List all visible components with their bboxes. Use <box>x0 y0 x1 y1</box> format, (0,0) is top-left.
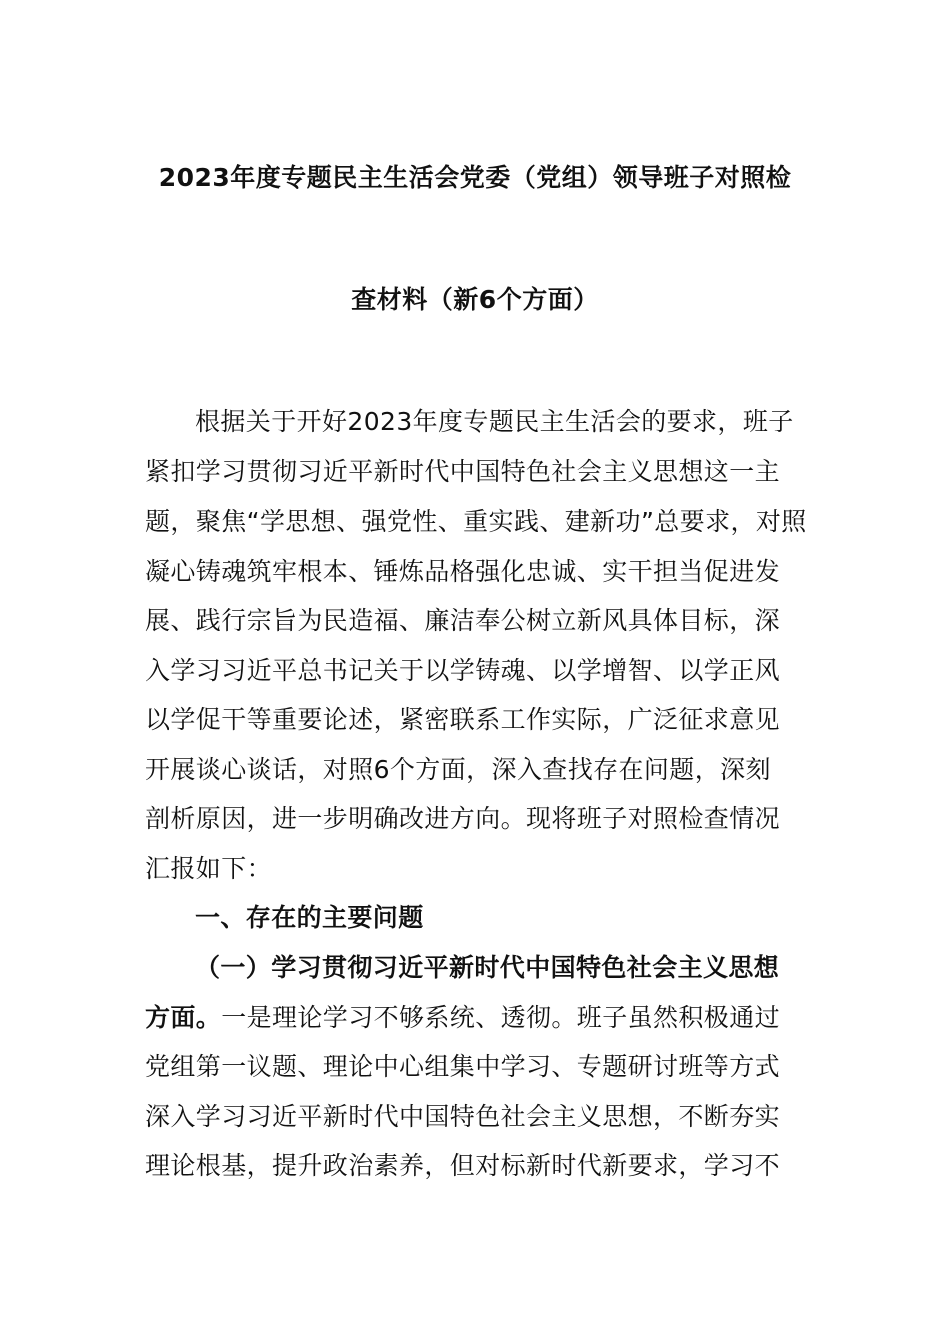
intro-line: 紧扣学习贯彻习近平新时代中国特色社会主义思想这一主 <box>145 457 781 486</box>
subsection-line: 理论根基，提升政治素养，但对标新时代新要求，学习不 <box>145 1151 781 1180</box>
intro-line: 题，聚焦“学思想、强党性、重实践、建新功”总要求，对照 <box>145 507 807 536</box>
intro-line: 根据关于开好2023年度专题民主生活会的要求，班子 <box>195 407 794 436</box>
subsection-heading-end: 方面。 <box>145 1003 222 1032</box>
section-heading: 一、存在的主要问题 <box>195 903 424 932</box>
subsection-text: 一是理论学习不够系统、透彻。班子虽然积极通过 <box>221 1003 781 1032</box>
intro-line: 入学习习近平总书记关于以学铸魂、以学增智、以学正风 <box>145 656 781 685</box>
intro-line: 以学促干等重要论述，紧密联系工作实际，广泛征求意见 <box>145 705 781 734</box>
subsection-line <box>145 1001 780 1035</box>
intro-line: 展、践行宗旨为民造福、廉洁奉公树立新风具体目标，深 <box>145 606 781 635</box>
subsection-line: 深入学习习近平新时代中国特色社会主义思想，不断夯实 <box>145 1102 781 1131</box>
intro-line: 凝心铸魂筑牢根本、锤炼品格强化忠诚、实干担当促进发 <box>145 557 781 586</box>
subsection-line: 党组第一议题、理论中心组集中学习、专题研讨班等方式 <box>145 1052 781 1081</box>
subsection-heading: （一）学习贯彻习近平新时代中国特色社会主义思想 <box>195 953 780 982</box>
document-title-line-1: 2023年度专题民主生活会党委（党组）领导班子对照检 <box>158 163 792 192</box>
intro-line: 剖析原因，进一步明确改进方向。现将班子对照检查情况 <box>145 804 781 833</box>
intro-line: 汇报如下： <box>145 854 273 883</box>
document-title-line-2: 查材料（新6个方面） <box>351 285 599 314</box>
intro-line: 开展谈心谈话，对照6个方面，深入查找存在问题，深刻 <box>145 755 771 784</box>
